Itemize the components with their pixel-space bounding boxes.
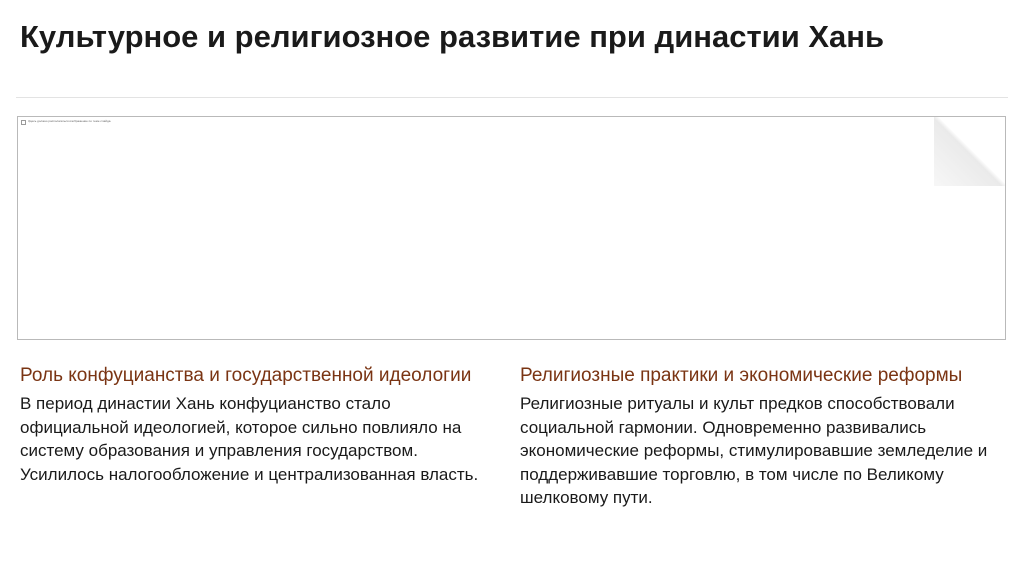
left-column-heading: Роль конфуцианства и государственной идеологии: [20, 365, 472, 386]
title-divider: [16, 97, 1008, 98]
image-alt-text: Здесь должно располагаться изображение по теме слайда.: [28, 119, 112, 123]
right-column-heading: Религиозные практики и экономические реформы: [520, 365, 963, 386]
left-column: [20, 363, 490, 486]
right-column-text: Религиозные ритуалы и культ предков способствовали социальной гармонии. Одновременно развивались экономические реформы, стимулировавшие земледелие и поддерживавшие торговлю, в том числе по Великому шелковому пути.: [520, 394, 988, 507]
broken-image-icon: [21, 120, 26, 125]
corner-fold-decoration: [934, 116, 1006, 186]
slide-title: Культурное и религиозное развитие при династии Хань: [20, 19, 885, 54]
slide-image-placeholder: [17, 116, 1006, 340]
left-column-text: В период династии Хань конфуцианство стало официальной идеологией, которое сильно повлияло на систему образования и управления государством. Усилилось налогообложение и централизованная власть.: [20, 394, 479, 484]
right-column: [520, 363, 990, 510]
